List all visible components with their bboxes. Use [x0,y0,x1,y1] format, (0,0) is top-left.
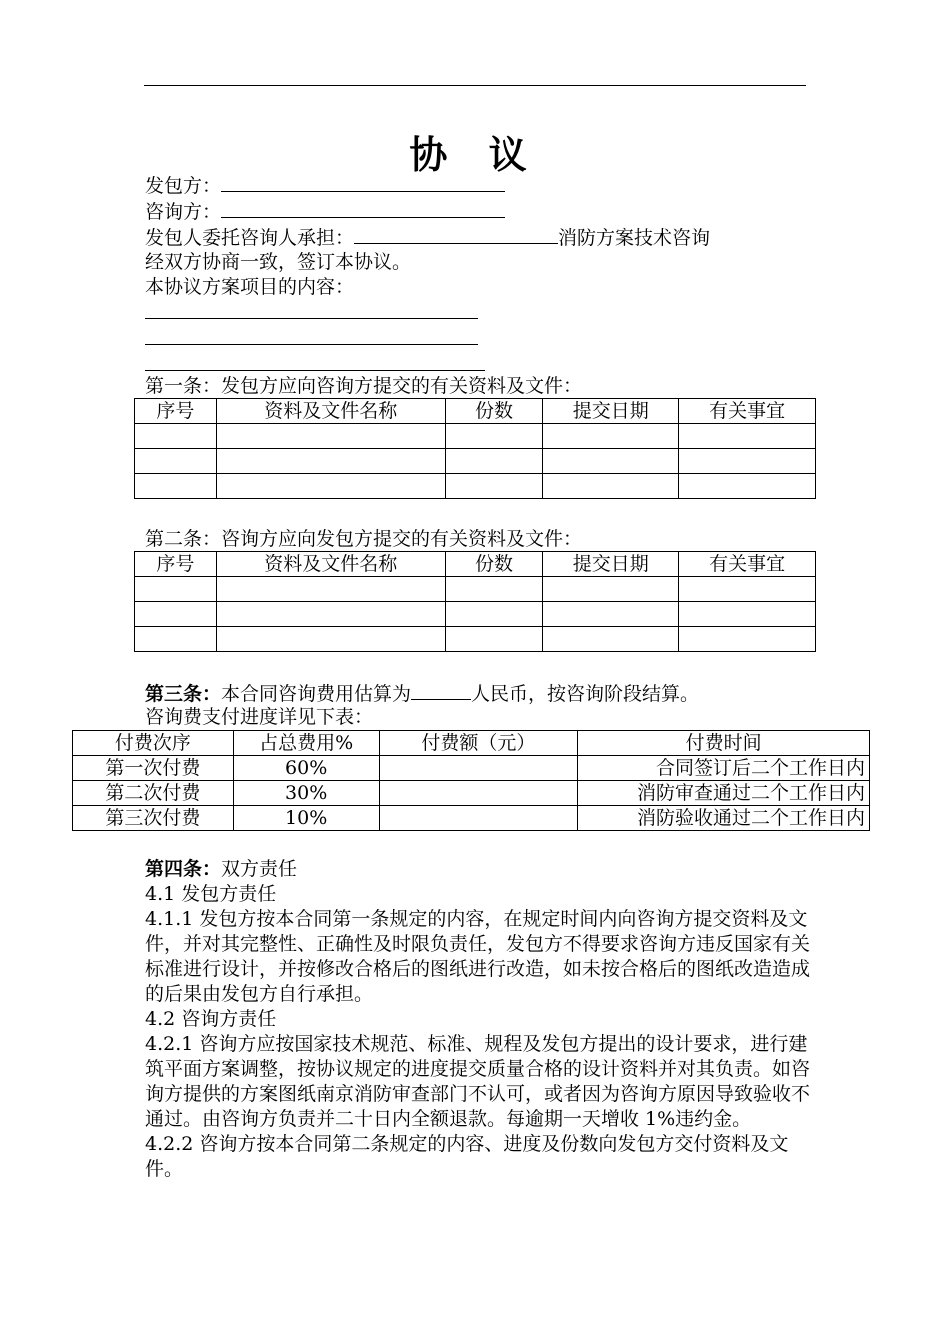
table-row [135,627,816,652]
table-cell[interactable] [216,424,445,449]
table-cell[interactable] [679,577,816,602]
col-header: 序号 [135,552,217,577]
party-a-label: 发包方： [145,175,222,197]
payment-order: 第二次付费 [73,781,234,806]
table-cell[interactable] [543,577,679,602]
table-cell[interactable] [135,627,217,652]
section-4-2-2: 4.2.2 咨询方按本合同第二条规定的内容、进度及份数向发包方交付资料及文件。 [145,1133,789,1180]
col-header: 份数 [445,552,543,577]
table-cell[interactable] [216,474,445,499]
table-cell[interactable] [445,577,543,602]
col-header: 占总费用% [233,731,379,756]
payment-order: 第三次付费 [73,806,234,831]
section-4-1-heading: 4.1 发包方责任 [145,883,277,905]
table-cell[interactable] [445,602,543,627]
consultant-field [145,198,505,225]
col-header: 资料及文件名称 [216,552,445,577]
article-4-heading [145,857,815,882]
fee-blank[interactable] [411,680,471,700]
consultant-blank[interactable] [221,198,505,218]
table-cell[interactable] [216,627,445,652]
table-cell[interactable] [445,424,543,449]
payment-amount[interactable] [379,756,578,781]
table-cell[interactable] [543,602,679,627]
col-header: 提交日期 [543,552,679,577]
payment-percent: 30% [233,781,379,806]
table-cell[interactable] [135,602,217,627]
article-3-text-b: 人民币，按咨询阶段结算。 [471,683,700,705]
table-header-row [135,399,816,424]
entrust-line [145,224,710,251]
table-cell[interactable] [679,627,816,652]
content-blank-3[interactable] [145,370,485,371]
table-cell[interactable] [679,424,816,449]
entrust-suffix: 消防方案技术咨询 [558,227,711,249]
table-cell[interactable] [679,449,816,474]
table-cell[interactable] [216,577,445,602]
table-row [135,577,816,602]
col-header: 付费次序 [73,731,234,756]
table-cell[interactable] [679,602,816,627]
party-a-field [145,172,505,199]
section-4-1-1: 4.1.1 发包方按本合同第一条规定的内容，在规定时间内向咨询方提交资料及文件，并对其完整性、正确性及时限负责任，发包方不得要求咨询方违反国家有关标准进行设计，并按修改合格后的图纸进行改造，如未按合格后的图纸改造造成的后果由发包方自行承担。 [145,908,811,1005]
content-label: 本协议方案项目的内容： [145,276,355,298]
consultant-label: 咨询方： [145,201,222,223]
table-cell[interactable] [543,449,679,474]
party-a-blank[interactable] [221,172,505,192]
table-cell[interactable] [216,449,445,474]
entrust-blank[interactable] [354,224,558,244]
table-cell[interactable] [135,577,217,602]
article-3-text-a: 本合同咨询费用估算为 [221,683,412,705]
payment-table [72,730,870,831]
table-cell[interactable] [543,424,679,449]
table-row [73,781,870,806]
payment-time: 消防验收通过二个工作日内 [578,806,870,831]
article-3-line2: 咨询费支付进度详见下表： [145,706,374,728]
article-4-label: 第四条： [145,858,222,880]
article-2-table [134,551,816,652]
document-title: 协 议 [409,132,541,177]
col-header: 序号 [135,399,217,424]
table-cell[interactable] [679,474,816,499]
article-4-title: 双方责任 [221,858,298,880]
header-rule [144,85,806,86]
table-header-row [135,552,816,577]
article-4 [145,857,815,1182]
col-header: 有关事宜 [679,399,816,424]
col-header: 有关事宜 [679,552,816,577]
table-row [135,449,816,474]
content-blank-2[interactable] [145,344,478,345]
agree-line: 经双方协商一致，签订本协议。 [145,251,412,273]
table-cell[interactable] [445,627,543,652]
table-row [135,602,816,627]
table-row [135,424,816,449]
table-row [135,474,816,499]
article-1-table [134,398,816,499]
article-3-label: 第三条： [145,683,222,705]
article-3-line [145,680,699,707]
payment-amount[interactable] [379,806,578,831]
payment-percent: 60% [233,756,379,781]
table-cell[interactable] [543,627,679,652]
payment-time: 消防审查通过二个工作日内 [578,781,870,806]
table-cell[interactable] [543,474,679,499]
table-row [73,806,870,831]
payment-percent: 10% [233,806,379,831]
table-header-row [73,731,870,756]
table-row [73,756,870,781]
table-cell[interactable] [135,424,217,449]
col-header: 付费时间 [578,731,870,756]
col-header: 份数 [445,399,543,424]
section-4-2-heading: 4.2 咨询方责任 [145,1008,277,1030]
entrust-prefix: 发包人委托咨询人承担： [145,227,355,249]
payment-time: 合同签订后二个工作日内 [578,756,870,781]
table-cell[interactable] [445,449,543,474]
table-cell[interactable] [445,474,543,499]
section-4-2-1: 4.2.1 咨询方应按国家技术规范、标准、规程及发包方提出的设计要求，进行建筑平面方案调整，按协议规定的进度提交质量合格的设计资料并对其负责。如咨询方提供的方案图纸南京消防审查部门不认可，或者因为咨询方原因导致验收不通过。由咨询方负责并二十日内全额退款。每逾期一天增收 1%违约金。 [145,1033,811,1130]
article-1-heading: 第一条：发包方应向咨询方提交的有关资料及文件： [145,375,583,397]
col-header: 付费额（元） [379,731,578,756]
col-header: 资料及文件名称 [216,399,445,424]
payment-order: 第一次付费 [73,756,234,781]
article-2-heading: 第二条：咨询方应向发包方提交的有关资料及文件： [145,528,583,550]
table-cell[interactable] [135,449,217,474]
col-header: 提交日期 [543,399,679,424]
table-cell[interactable] [135,474,217,499]
content-blank-1[interactable] [145,318,478,319]
payment-amount[interactable] [379,781,578,806]
table-cell[interactable] [216,602,445,627]
